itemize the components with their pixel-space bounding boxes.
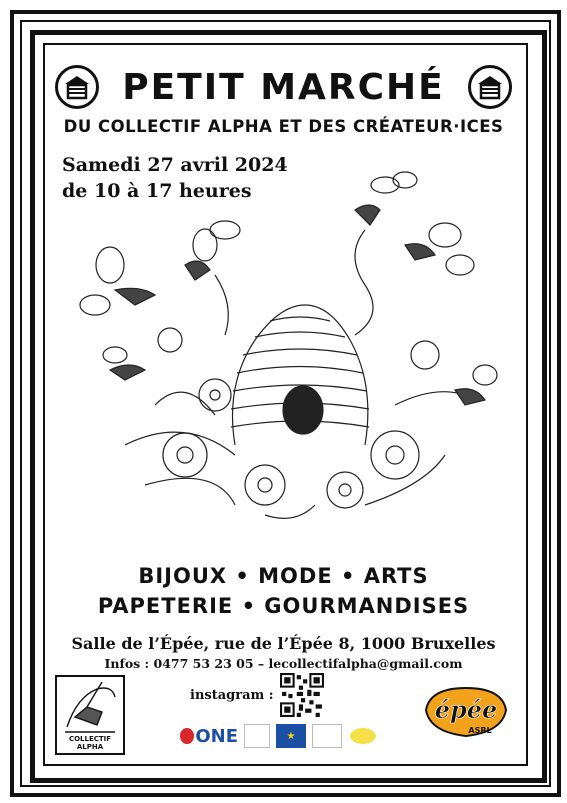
- epee-logo: [420, 680, 512, 746]
- beehive-icon: [55, 65, 99, 109]
- categories-line-1: BIJOUX • MODE • ARTS: [138, 564, 429, 588]
- subtitle: DU COLLECTIF ALPHA ET DES CRÉATEUR·ICES: [63, 117, 504, 136]
- date-line: Samedi 27 avril 2024: [62, 154, 288, 176]
- collectif-alpha-label: COLLECTIF ALPHA: [68, 735, 112, 751]
- contact-info: Infos : 0477 53 23 05 – lecollectifalpha@gmail.com: [104, 656, 463, 671]
- categories-line-2: PAPETERIE • GOURMANDISES: [97, 594, 470, 618]
- beehive-illustration: [65, 155, 505, 550]
- venue-address: Salle de l’Épée, rue de l’Épée 8, 1000 Bruxelles: [71, 634, 496, 653]
- writing-hand-icon: [57, 677, 123, 739]
- collectif-alpha-logo: [55, 675, 125, 755]
- page-title: PETIT MARCHÉ: [122, 66, 445, 108]
- eu-flag-icon: ★: [276, 724, 306, 748]
- epee-asbl: ASBL: [468, 726, 492, 735]
- sponsor-logo-yellow: [348, 724, 378, 748]
- sponsor-logo-mb: [244, 724, 270, 748]
- beehive-icon: [468, 65, 512, 109]
- qr-code-icon[interactable]: [280, 673, 324, 717]
- one-label: ONE: [195, 725, 238, 747]
- instagram-label: instagram :: [190, 688, 274, 703]
- one-dot-icon: [180, 728, 194, 744]
- one-logo: [180, 724, 238, 748]
- epee-wordmark: épée: [434, 695, 498, 724]
- federation-logo: [312, 724, 342, 748]
- time-line: de 10 à 17 heures: [62, 180, 252, 202]
- sponsor-logos: [180, 722, 390, 750]
- title-row: [55, 62, 512, 112]
